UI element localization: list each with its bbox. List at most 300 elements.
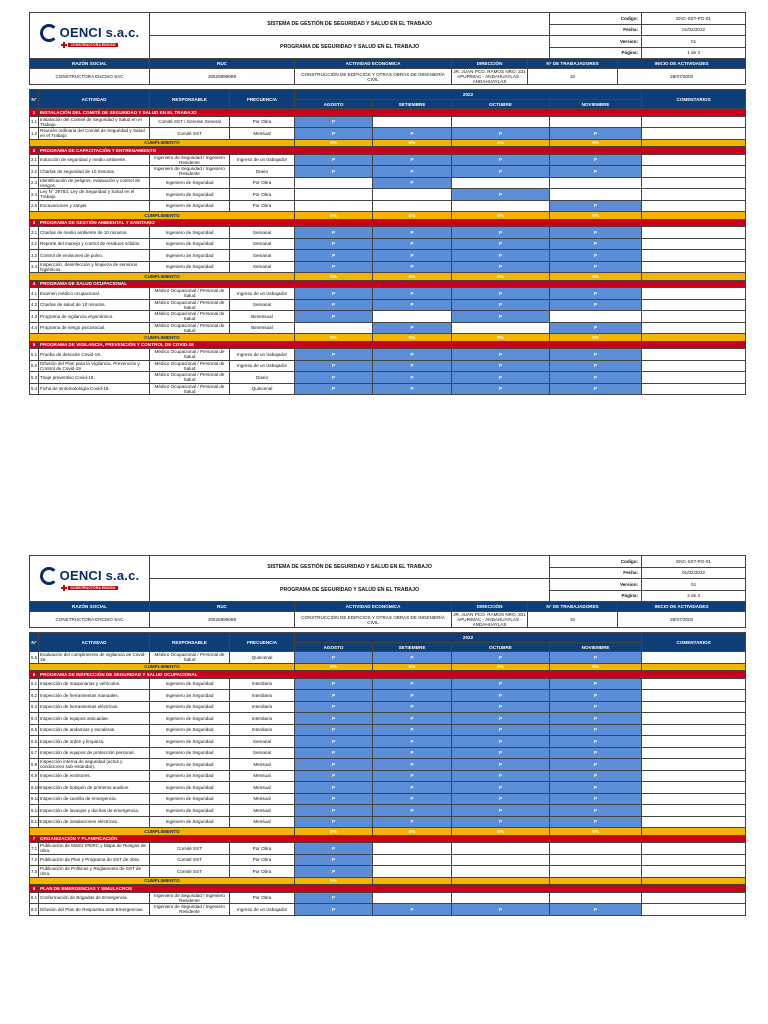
planned-mark: P bbox=[295, 736, 373, 748]
empty-month-cell bbox=[373, 311, 452, 323]
planned-mark: P bbox=[295, 782, 373, 794]
row-activity: Inspección de camilla de emergencia. bbox=[39, 793, 150, 805]
planned-mark: P bbox=[373, 372, 452, 384]
row-comment bbox=[642, 892, 746, 904]
row-responsible: Ingeniero de Seguridad bbox=[150, 238, 230, 250]
col-month: OCTUBRE bbox=[452, 100, 550, 109]
row-activity: Inspección de extintores. bbox=[39, 770, 150, 782]
row-number: 5.2 bbox=[30, 360, 39, 372]
row-responsible: Ingeniero de Seguridad bbox=[150, 782, 230, 794]
codigo-label: Codigo: bbox=[550, 13, 642, 25]
planned-mark: P bbox=[373, 177, 452, 189]
cumplimiento-value: 0% bbox=[550, 663, 642, 671]
empty-month-cell bbox=[295, 200, 373, 212]
cumplimiento-label: CUMPLIMIENTO bbox=[30, 663, 295, 671]
planned-mark: P bbox=[452, 261, 550, 273]
planned-mark: P bbox=[550, 299, 642, 311]
planned-mark: P bbox=[373, 793, 452, 805]
row-number: 1.2 bbox=[30, 128, 39, 140]
planned-mark: P bbox=[550, 805, 642, 817]
row-activity: Instalación del Comité de Seguridad y Salud en el Trabajo. bbox=[39, 116, 150, 128]
row-comment bbox=[642, 227, 746, 239]
planned-mark: P bbox=[452, 652, 550, 664]
version-value: 01 bbox=[642, 36, 746, 48]
planned-mark: P bbox=[550, 349, 642, 361]
table-row bbox=[30, 189, 746, 201]
planned-mark: P bbox=[550, 904, 642, 916]
empty-month-cell bbox=[550, 189, 642, 201]
row-activity: Examen médico ocupacional. bbox=[39, 288, 150, 300]
table-row bbox=[30, 288, 746, 300]
cumplimiento-value: 0% bbox=[373, 828, 452, 836]
section-title: INSTALACIÓN DEL COMITÉ DE SEGURIDAD Y SALUD EN EL TRABAJO bbox=[39, 109, 746, 117]
row-activity: Inspección interna de seguridad (actos y condiciones sub-estándar). bbox=[39, 759, 150, 771]
table-row bbox=[30, 250, 746, 262]
planned-mark: P bbox=[295, 227, 373, 239]
planned-mark: P bbox=[452, 250, 550, 262]
row-frequency: Por Obra bbox=[230, 200, 295, 212]
section-header: 1 INSTALACIÓN DEL COMITÉ DE SEGURIDAD Y SALUD EN EL TRABAJO bbox=[30, 109, 746, 117]
cumplimiento-value: 0% bbox=[550, 139, 642, 147]
cumplimiento-label: CUMPLIMIENTO bbox=[30, 334, 295, 342]
version-label: Version: bbox=[550, 36, 642, 48]
cumplimiento-row bbox=[30, 139, 746, 147]
row-comment bbox=[642, 652, 746, 664]
row-activity: Charlas de salud de 10 minutos. bbox=[39, 299, 150, 311]
row-activity: Reporte del manejo y control de residuos sólidos. bbox=[39, 238, 150, 250]
planned-mark: P bbox=[295, 349, 373, 361]
row-frequency: Bimensual bbox=[230, 322, 295, 334]
planned-mark: P bbox=[452, 793, 550, 805]
row-activity: Difusión del Plan de Respuesta ante Emergencias. bbox=[39, 904, 150, 916]
table-row bbox=[30, 372, 746, 384]
row-number: 5.5 bbox=[30, 652, 39, 664]
system-title: SISTEMA DE GESTIÓN DE SEGURIDAD Y SALUD EN EL TRABAJO bbox=[150, 13, 550, 36]
row-number: 6.3 bbox=[30, 701, 39, 713]
cumplimiento-value: 0% bbox=[452, 139, 550, 147]
planned-mark: P bbox=[295, 311, 373, 323]
col-responsable: RESPONSABLE bbox=[150, 633, 230, 652]
row-frequency: Diario bbox=[230, 166, 295, 178]
empty-month-cell bbox=[452, 892, 550, 904]
row-comment bbox=[642, 360, 746, 372]
row-frequency: Ingreso de un trabajador bbox=[230, 154, 295, 166]
row-frequency: Mensual bbox=[230, 128, 295, 140]
row-frequency: Por Obra bbox=[230, 854, 295, 866]
row-responsible: Médico Ocupacional / Personal de Salud bbox=[150, 360, 230, 372]
row-comment bbox=[642, 154, 746, 166]
empty-month-cell bbox=[452, 200, 550, 212]
row-number: 3.2 bbox=[30, 238, 39, 250]
planned-mark: P bbox=[373, 166, 452, 178]
row-number: 4.2 bbox=[30, 299, 39, 311]
row-frequency: Por Obra bbox=[230, 892, 295, 904]
planned-mark: P bbox=[452, 311, 550, 323]
planned-mark: P bbox=[550, 238, 642, 250]
row-number: 6.8 bbox=[30, 759, 39, 771]
company-logo bbox=[30, 556, 150, 602]
table-row bbox=[30, 724, 746, 736]
logo-mark-icon bbox=[40, 24, 58, 42]
row-number: 4.3 bbox=[30, 311, 39, 323]
row-frequency: Mensual bbox=[230, 759, 295, 771]
row-responsible: Ingeniero de Seguridad bbox=[150, 678, 230, 690]
row-frequency: Por Obra bbox=[230, 866, 295, 878]
row-comment bbox=[642, 177, 746, 189]
row-comment bbox=[642, 383, 746, 395]
planned-mark: P bbox=[452, 747, 550, 759]
planned-mark: P bbox=[295, 360, 373, 372]
cumplimiento-row bbox=[30, 273, 746, 281]
section-title: PROGRAMA DE INSPECCIÓN DE SEGURIDAD Y SALUD OCUPACIONAL bbox=[39, 671, 746, 679]
planned-mark: P bbox=[295, 154, 373, 166]
empty-month-cell bbox=[373, 189, 452, 201]
row-number: 6.9 bbox=[30, 770, 39, 782]
planned-mark: P bbox=[373, 904, 452, 916]
row-responsible: Ingeniero de Seguridad bbox=[150, 177, 230, 189]
planned-mark: P bbox=[295, 816, 373, 828]
fecha-value: 01/02/2022 bbox=[642, 567, 746, 579]
planned-mark: P bbox=[295, 843, 373, 855]
row-responsible: Médico Ocupacional / Personal de Salud bbox=[150, 383, 230, 395]
planned-mark: P bbox=[452, 349, 550, 361]
actividad-header: ACTIVIDAD ECONOMICA bbox=[295, 59, 452, 69]
row-frequency: Diario bbox=[230, 372, 295, 384]
row-comment bbox=[642, 701, 746, 713]
row-responsible: Ingeniero de Seguridad bbox=[150, 701, 230, 713]
row-frequency: Semanal bbox=[230, 250, 295, 262]
trabajadores-value: 10 bbox=[528, 612, 618, 628]
row-responsible: Ingeniero de Seguridad / Ingeniero Residente bbox=[150, 892, 230, 904]
logo-wordmark: OENCI s.a.c. bbox=[59, 568, 140, 583]
col-responsable: RESPONSABLE bbox=[150, 90, 230, 109]
inicio-value: 28/07/2003 bbox=[618, 69, 746, 85]
col-month: AGOSTO bbox=[295, 100, 373, 109]
cumplimiento-empty bbox=[373, 877, 452, 885]
row-number: 2.3 bbox=[30, 177, 39, 189]
cumplimiento-label: CUMPLIMIENTO bbox=[30, 139, 295, 147]
row-comment bbox=[642, 116, 746, 128]
planned-mark: P bbox=[550, 724, 642, 736]
planned-mark: P bbox=[452, 816, 550, 828]
col-year: 2022 bbox=[295, 90, 642, 100]
table-row bbox=[30, 782, 746, 794]
logo-subtitle: CONSTRUCTORA ENCISO bbox=[70, 42, 116, 47]
table-row bbox=[30, 805, 746, 817]
program-title: PROGRAMA DE SEGURIDAD Y SALUD EN EL TRABAJO bbox=[150, 36, 550, 59]
row-comment bbox=[642, 843, 746, 855]
logo-cross-icon bbox=[61, 585, 67, 591]
row-responsible: Ingeniero de Seguridad bbox=[150, 759, 230, 771]
planned-mark: P bbox=[373, 690, 452, 702]
row-responsible: Ingeniero de Seguridad bbox=[150, 250, 230, 262]
planned-mark: P bbox=[295, 866, 373, 878]
row-activity: Difusión del Plan para la Vigilancia, Prevención y Control de Covid-19 bbox=[39, 360, 150, 372]
row-frequency: Ingreso de un trabajador bbox=[230, 904, 295, 916]
row-comment bbox=[642, 828, 746, 836]
cumplimiento-value: 0% bbox=[452, 334, 550, 342]
row-frequency: Mensual bbox=[230, 793, 295, 805]
planned-mark: P bbox=[452, 736, 550, 748]
col-month: SETIEMBRE bbox=[373, 643, 452, 652]
cumplimiento-label: CUMPLIMIENTO bbox=[30, 273, 295, 281]
planned-mark: P bbox=[295, 805, 373, 817]
row-responsible: Ingeniero de Seguridad bbox=[150, 200, 230, 212]
codigo-label: Codigo: bbox=[550, 556, 642, 568]
row-activity: Evaluación del cumplimiento de vigilancia de Covid-19. bbox=[39, 652, 150, 664]
planned-mark: P bbox=[295, 854, 373, 866]
planned-mark: P bbox=[373, 713, 452, 725]
planned-mark: P bbox=[550, 690, 642, 702]
planned-mark: P bbox=[452, 678, 550, 690]
row-number: 7.3 bbox=[30, 866, 39, 878]
logo-mark-icon bbox=[40, 567, 58, 585]
planned-mark: P bbox=[550, 770, 642, 782]
empty-month-cell bbox=[295, 189, 373, 201]
col-month: NOVIEMBRE bbox=[550, 100, 642, 109]
logo-wordmark: OENCI s.a.c. bbox=[59, 25, 140, 40]
row-comment bbox=[642, 372, 746, 384]
planned-mark: P bbox=[550, 759, 642, 771]
planned-mark: P bbox=[373, 678, 452, 690]
row-comment bbox=[642, 238, 746, 250]
planned-mark: P bbox=[550, 383, 642, 395]
row-comment bbox=[642, 770, 746, 782]
razon-value: CONSTRUCTORA ENCISO SAC bbox=[30, 69, 150, 85]
table-row bbox=[30, 322, 746, 334]
table-row bbox=[30, 747, 746, 759]
row-frequency: Interdiario bbox=[230, 724, 295, 736]
row-activity: Reunión ordinaria del Comité de Seguridad y Salud en el Trabajo. bbox=[39, 128, 150, 140]
ruc-header: RUC bbox=[150, 59, 295, 69]
planned-mark: P bbox=[452, 770, 550, 782]
row-activity: Triaje preventivo Covid-19. bbox=[39, 372, 150, 384]
row-responsible: Ingeniero de Seguridad bbox=[150, 189, 230, 201]
planned-mark: P bbox=[550, 782, 642, 794]
planned-mark: P bbox=[295, 904, 373, 916]
planned-mark: P bbox=[452, 189, 550, 201]
row-comment bbox=[642, 759, 746, 771]
row-frequency: Bimensual bbox=[230, 311, 295, 323]
row-number: 2.4 bbox=[30, 189, 39, 201]
cumplimiento-value: 0% bbox=[550, 273, 642, 281]
planned-mark: P bbox=[295, 713, 373, 725]
planned-mark: P bbox=[373, 652, 452, 664]
cumplimiento-value: 0% bbox=[373, 212, 452, 220]
row-number: 4.1 bbox=[30, 288, 39, 300]
planned-mark: P bbox=[295, 652, 373, 664]
row-frequency: Ingreso de un trabajador bbox=[230, 349, 295, 361]
table-row bbox=[30, 652, 746, 664]
planned-mark: P bbox=[373, 261, 452, 273]
table-row bbox=[30, 166, 746, 178]
table-row bbox=[30, 736, 746, 748]
row-comment bbox=[642, 713, 746, 725]
row-number: 6.6 bbox=[30, 736, 39, 748]
row-responsible: Médico Ocupacional / Personal de Salud bbox=[150, 322, 230, 334]
empty-month-cell bbox=[452, 116, 550, 128]
planned-mark: P bbox=[550, 816, 642, 828]
table-row bbox=[30, 892, 746, 904]
cumplimiento-value: 0% bbox=[550, 828, 642, 836]
row-responsible: Médico Ocupacional / Personal de Salud bbox=[150, 288, 230, 300]
row-comment bbox=[642, 128, 746, 140]
planned-mark: P bbox=[452, 782, 550, 794]
empty-month-cell bbox=[452, 843, 550, 855]
planned-mark: P bbox=[452, 288, 550, 300]
actividad-value: CONSTRUCCIÓN DE EDIFICIOS Y OTRAS OBRAS DE INGENIERÍA CIVIL bbox=[295, 69, 452, 85]
row-comment bbox=[642, 311, 746, 323]
table-row bbox=[30, 816, 746, 828]
row-comment bbox=[642, 724, 746, 736]
planned-mark: P bbox=[550, 154, 642, 166]
row-frequency: Quincenal bbox=[230, 383, 295, 395]
row-responsible: Ingeniero de Seguridad / Ingeniero Residente bbox=[150, 904, 230, 916]
table-row bbox=[30, 311, 746, 323]
direccion-header: DIRECCIÓN bbox=[452, 602, 528, 612]
table-row bbox=[30, 770, 746, 782]
planned-mark: P bbox=[452, 904, 550, 916]
row-frequency: Quincenal bbox=[230, 652, 295, 664]
direccion-value: JR. JUAN PCO. RAMOS NRO. 331 APURIMAC - ANDAHUAYLAS - ANDAHUAYLAS bbox=[453, 612, 526, 627]
row-comment bbox=[642, 877, 746, 885]
row-responsible: Comité SST bbox=[150, 128, 230, 140]
row-responsible: Comité SST bbox=[150, 854, 230, 866]
planned-mark: P bbox=[550, 322, 642, 334]
row-comment bbox=[642, 322, 746, 334]
planned-mark: P bbox=[550, 793, 642, 805]
cumplimiento-value: 0% bbox=[452, 828, 550, 836]
empty-month-cell bbox=[550, 866, 642, 878]
row-activity: Publicación de Plan y Programa de SST de obra. bbox=[39, 854, 150, 866]
planned-mark: P bbox=[373, 770, 452, 782]
row-comment bbox=[642, 139, 746, 147]
ruc-header: RUC bbox=[150, 602, 295, 612]
row-frequency: Ingreso de un trabajador bbox=[230, 288, 295, 300]
row-frequency: Semanal bbox=[230, 238, 295, 250]
cumplimiento-row bbox=[30, 663, 746, 671]
row-comment bbox=[642, 273, 746, 281]
planned-mark: P bbox=[452, 238, 550, 250]
version-label: Version: bbox=[550, 579, 642, 591]
row-frequency: Mensual bbox=[230, 805, 295, 817]
planned-mark: P bbox=[452, 724, 550, 736]
section-title: ORGANIZACIÓN Y PLANIFICACIÓN bbox=[39, 835, 746, 843]
inicio-header: INICIO DE ACTIVIDADES bbox=[618, 59, 746, 69]
cumplimiento-row bbox=[30, 877, 746, 885]
row-number: 6.10 bbox=[30, 782, 39, 794]
row-activity: Control de emisiones de polvo. bbox=[39, 250, 150, 262]
cumplimiento-row bbox=[30, 212, 746, 220]
planned-mark: P bbox=[373, 736, 452, 748]
row-number: 3.1 bbox=[30, 227, 39, 239]
direccion-value: JR. JUAN PCO. RAMOS NRO. 331 APURIMAC - ANDAHUAYLAS - ANDAHUAYLAS bbox=[453, 69, 526, 84]
table-row bbox=[30, 299, 746, 311]
row-comment bbox=[642, 349, 746, 361]
program-title: PROGRAMA DE SEGURIDAD Y SALUD EN EL TRABAJO bbox=[150, 579, 550, 602]
row-frequency: Semanal bbox=[230, 299, 295, 311]
table-row bbox=[30, 116, 746, 128]
row-comment bbox=[642, 690, 746, 702]
cumplimiento-value: 0% bbox=[295, 877, 373, 885]
row-activity: Inspección de lavaojos y duchas de emergencia. bbox=[39, 805, 150, 817]
actividad-value: CONSTRUCCIÓN DE EDIFICIOS Y OTRAS OBRAS DE INGENIERÍA CIVIL bbox=[295, 612, 452, 628]
planned-mark: P bbox=[550, 227, 642, 239]
section-header: 2 PROGRAMA DE CAPACITACIÓN Y ENTRENAMIENTO bbox=[30, 147, 746, 155]
cumplimiento-value: 0% bbox=[295, 273, 373, 281]
row-activity: Ficha de sintomatología Covid-19. bbox=[39, 383, 150, 395]
row-activity: Inspección de equipos de protección personal. bbox=[39, 747, 150, 759]
row-responsible: Ingeniero de Seguridad bbox=[150, 724, 230, 736]
empty-month-cell bbox=[373, 866, 452, 878]
col-frecuencia: FRECUENCIA bbox=[230, 633, 295, 652]
col-num: N° bbox=[30, 633, 39, 652]
planned-mark: P bbox=[295, 238, 373, 250]
cumplimiento-empty bbox=[452, 877, 550, 885]
row-responsible: Ingeniero de Seguridad bbox=[150, 805, 230, 817]
cumplimiento-row bbox=[30, 828, 746, 836]
planned-mark: P bbox=[295, 116, 373, 128]
planned-mark: P bbox=[373, 747, 452, 759]
row-activity: Inspección de orden y limpieza. bbox=[39, 736, 150, 748]
section-title: PLAN DE EMERGENCIAS Y SIMULACROS bbox=[39, 885, 746, 893]
empty-month-cell bbox=[452, 866, 550, 878]
col-comentarios: COMENTARIOS bbox=[642, 633, 746, 652]
row-number: 2.2 bbox=[30, 166, 39, 178]
table-row bbox=[30, 690, 746, 702]
row-comment bbox=[642, 250, 746, 262]
empty-month-cell bbox=[452, 854, 550, 866]
row-responsible: Ingeniero de Seguridad bbox=[150, 261, 230, 273]
row-comment bbox=[642, 866, 746, 878]
row-responsible: Ingeniero de Seguridad bbox=[150, 713, 230, 725]
row-responsible: Ingeniero de Seguridad bbox=[150, 736, 230, 748]
pagina-label: Página: bbox=[550, 590, 642, 602]
row-number: 7.1 bbox=[30, 843, 39, 855]
row-frequency: Por Obra bbox=[230, 189, 295, 201]
table-row bbox=[30, 154, 746, 166]
planned-mark: P bbox=[452, 759, 550, 771]
row-number: 6.13 bbox=[30, 816, 39, 828]
col-month: OCTUBRE bbox=[452, 643, 550, 652]
row-number: 6.7 bbox=[30, 747, 39, 759]
table-row bbox=[30, 238, 746, 250]
row-activity: Charlas de medio ambiente de 10 minutos. bbox=[39, 227, 150, 239]
section-header: 8 PLAN DE EMERGENCIAS Y SIMULACROS bbox=[30, 885, 746, 893]
empty-month-cell bbox=[452, 322, 550, 334]
row-number: 6.5 bbox=[30, 724, 39, 736]
ruc-value: 20526999089 bbox=[150, 69, 295, 85]
pagina-label: Página: bbox=[550, 47, 642, 59]
col-num: N° bbox=[30, 90, 39, 109]
planned-mark: P bbox=[295, 724, 373, 736]
row-comment bbox=[642, 212, 746, 220]
planned-mark: P bbox=[295, 288, 373, 300]
planned-mark: P bbox=[550, 288, 642, 300]
row-activity: Ley N° 29783, Ley de Seguridad y Salud en el Trabajo. bbox=[39, 189, 150, 201]
row-number: 5.1 bbox=[30, 349, 39, 361]
ruc-value: 20526999089 bbox=[150, 612, 295, 628]
empty-month-cell bbox=[550, 854, 642, 866]
row-number: 6.1 bbox=[30, 678, 39, 690]
table-row bbox=[30, 227, 746, 239]
planned-mark: P bbox=[550, 652, 642, 664]
planned-mark: P bbox=[550, 372, 642, 384]
row-activity: Publicación de Matriz IPERC y Mapa de Riesgos de obra. bbox=[39, 843, 150, 855]
table-row bbox=[30, 713, 746, 725]
cumplimiento-label: CUMPLIMIENTO bbox=[30, 877, 295, 885]
planned-mark: P bbox=[373, 782, 452, 794]
